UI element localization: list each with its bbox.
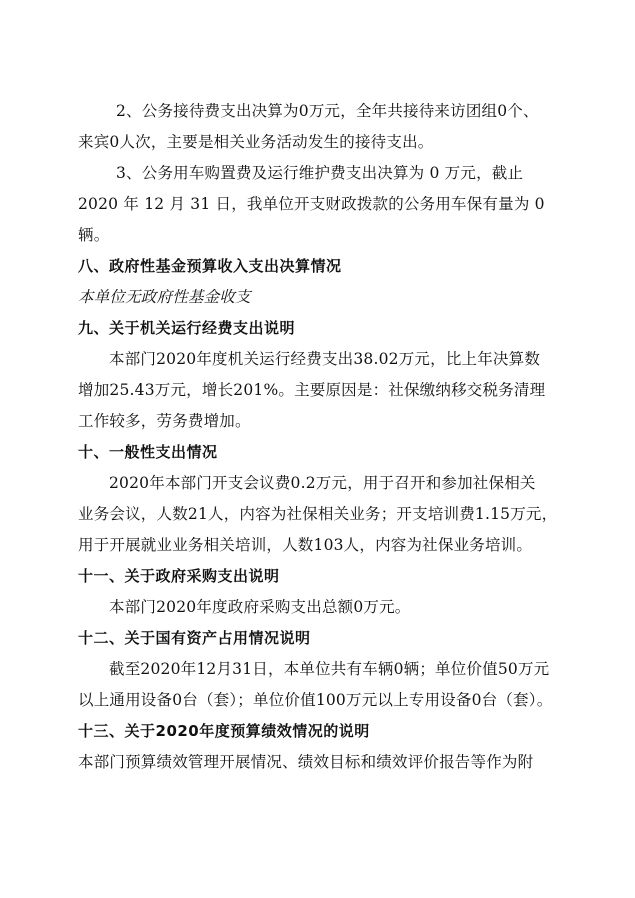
procurement-line-1: 本部门2020年度政府采购支出总额0万元。 (109, 598, 411, 616)
government-fund-heading: 八、政府性基金预算收入支出决算情况 (78, 257, 342, 275)
operating-expense-line-2: 增加25.43万元，增长201%。主要原因是：社保缴纳移交税务清理 (78, 381, 546, 399)
state-assets-heading: 十二、关于国有资产占用情况说明 (78, 629, 311, 647)
general-expense-line-2: 业务会议，人数21人，内容为社保相关业务；开支培训费1.15万元， (78, 505, 558, 523)
document-page (78, 96, 566, 778)
general-expense-line-3: 用于开展就业业务相关培训，人数103人，内容为社保业务培训。 (78, 536, 533, 554)
state-assets-line-2: 以上通用设备0台（套）；单位价值100万元以上专用设备0台（套）。 (78, 691, 553, 709)
procurement-heading: 十一、关于政府采购支出说明 (78, 567, 280, 585)
operating-expense-heading: 九、关于机关运行经费支出说明 (78, 319, 296, 337)
vehicle-expense-line-2: 2020 年 12 月 31 日，我单位开支财政拨款的公务用车保有量为 0 (78, 195, 545, 213)
reception-expense-line-2: 来宾0人次，主要是相关业务活动发生的接待支出。 (78, 133, 434, 151)
vehicle-expense-line-1: 3、公务用车购置费及运行维护费支出决算为 0 万元，截止 (116, 164, 524, 182)
reception-expense-line-1: 2、公务接待费支出决算为0万元，全年共接待来访团组0个、 (116, 102, 539, 120)
performance-line-1: 本部门预算绩效管理开展情况、绩效目标和绩效评价报告等作为附 (78, 753, 534, 771)
government-fund-body: 本单位无政府性基金收支 (78, 288, 251, 306)
performance-heading: 十三、关于2020年度预算绩效情况的说明 (78, 722, 370, 740)
vehicle-expense-line-3: 辆。 (78, 226, 110, 244)
general-expense-heading: 十、一般性支出情况 (78, 443, 218, 461)
state-assets-line-1: 截至2020年12月31日，本单位共有车辆0辆；单位价值50万元 (109, 660, 550, 678)
operating-expense-line-1: 本部门2020年度机关运行经费支出38.02万元，比上年决算数 (109, 350, 541, 368)
general-expense-line-1: 2020年本部门开支会议费0.2万元，用于召开和参加社保相关 (109, 474, 536, 492)
operating-expense-line-3: 工作较多，劳务费增加。 (78, 412, 251, 430)
